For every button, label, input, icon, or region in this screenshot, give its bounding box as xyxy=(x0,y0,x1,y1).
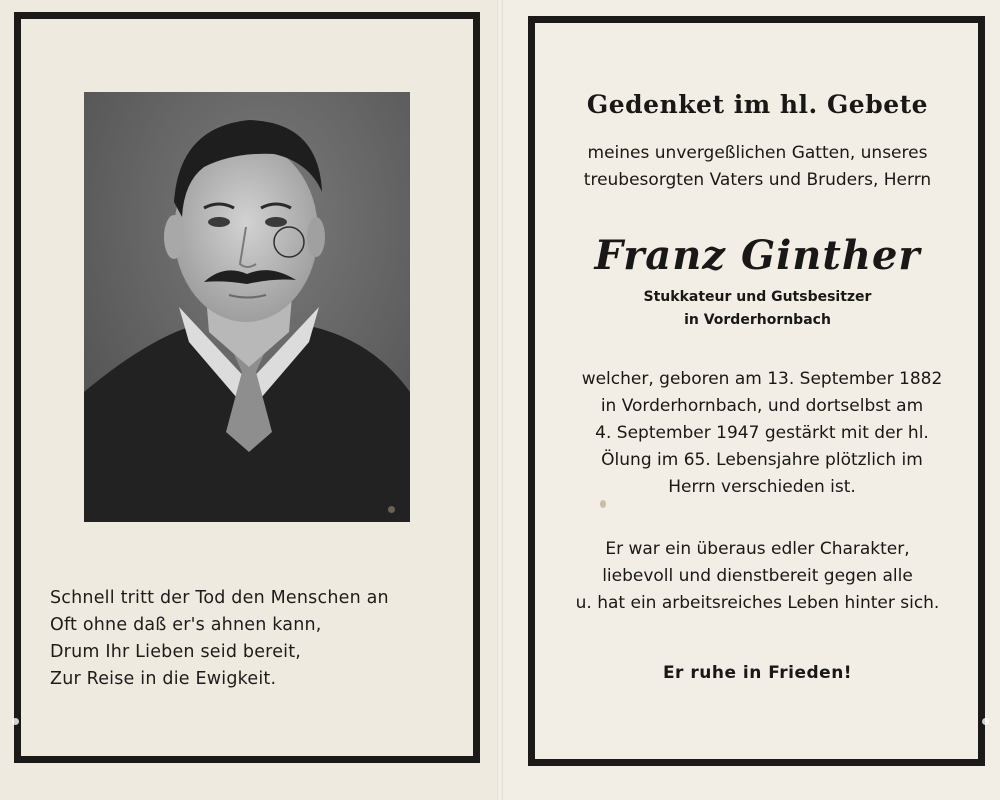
character-line: liebevoll und dienstbereit gegen alle xyxy=(602,566,913,586)
biography-text xyxy=(562,366,962,501)
card-fold xyxy=(497,0,503,800)
poem-line: Schnell tritt der Tod den Menschen an xyxy=(50,588,389,608)
bio-line: 4. September 1947 gestärkt mit der hl. xyxy=(595,423,929,443)
closing-blessing: Er ruhe in Frieden! xyxy=(662,663,853,683)
poem-line: Oft ohne daß er's ahnen kann, xyxy=(50,615,322,635)
character-text xyxy=(545,536,970,617)
bio-line: in Vorderhornbach, und dortselbst am xyxy=(600,396,924,416)
bio-line: welcher, geboren am 13. September 1882 xyxy=(581,369,943,389)
occupation-line: in Vorderhornbach xyxy=(684,312,831,328)
character-line: u. hat ein arbeitsreiches Leben hinter sich. xyxy=(575,593,940,613)
paper-stain xyxy=(600,500,606,508)
intro-line: treubesorgten Vaters und Bruders, Herrn xyxy=(583,170,932,190)
pin-hole xyxy=(982,718,989,725)
pin-hole xyxy=(12,718,19,725)
paper-stain xyxy=(388,506,395,513)
deceased-occupation xyxy=(545,286,970,332)
poem-line: Drum Ihr Lieben seid bereit, xyxy=(50,642,302,662)
occupation-line: Stukkateur und Gutsbesitzer xyxy=(643,289,872,305)
intro-text xyxy=(545,140,970,194)
poem-line: Zur Reise in die Ewigkeit. xyxy=(50,669,277,689)
deceased-name: Franz Ginther xyxy=(594,232,921,279)
character-line: Er war ein überaus edler Charakter, xyxy=(605,539,910,559)
prayer-heading: Gedenket im hl. Gebete xyxy=(586,90,929,119)
memorial-poem xyxy=(50,585,470,693)
portrait-photo xyxy=(84,92,410,522)
bio-line: Ölung im 65. Lebensjahre plötzlich im xyxy=(601,450,923,470)
intro-line: meines unvergeßlichen Gatten, unseres xyxy=(587,143,928,163)
bio-line: Herrn verschieden ist. xyxy=(668,477,856,497)
